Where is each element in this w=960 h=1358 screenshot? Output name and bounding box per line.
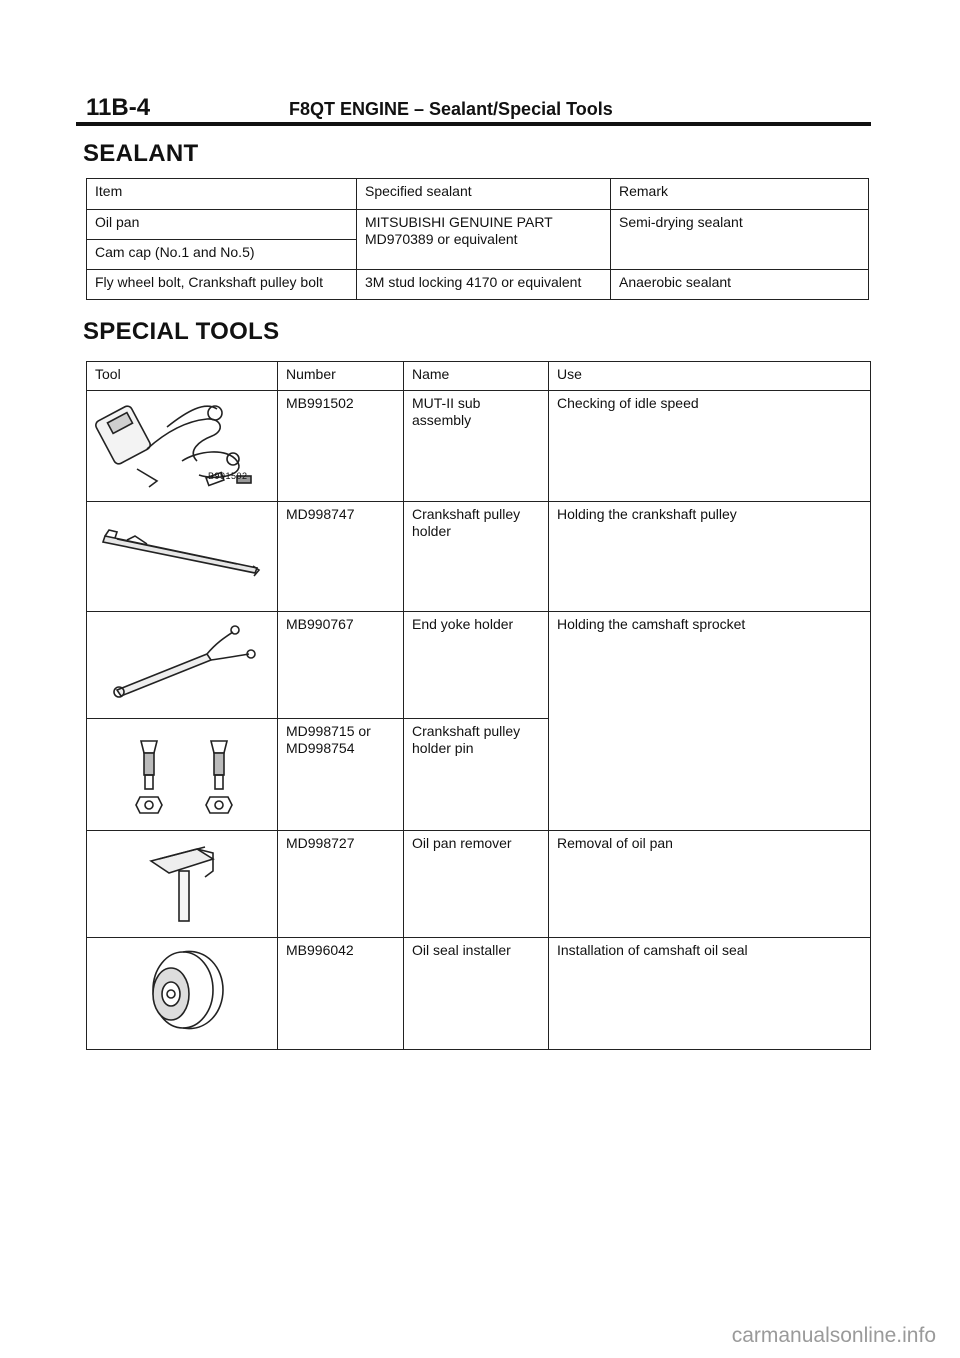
sealant-remark: Semi-drying sealant — [611, 210, 869, 270]
sealant-table — [86, 178, 869, 300]
page-header — [76, 94, 871, 126]
tool-number: MD998715 or MD998754 — [278, 719, 404, 831]
tool-image-cell — [87, 391, 278, 502]
table-row — [87, 270, 869, 300]
tool-use: Checking of idle speed — [549, 391, 871, 502]
tool-name: Oil pan remover — [404, 831, 549, 938]
sealant-section-title: SEALANT — [83, 140, 199, 167]
tool-name: Oil seal installer — [404, 938, 549, 1050]
column-header: Item — [87, 179, 357, 210]
tool-image-cell — [87, 502, 278, 612]
table-row — [87, 831, 871, 938]
table-header-row — [87, 362, 871, 391]
tool-number: MB990767 — [278, 612, 404, 719]
table-row — [87, 938, 871, 1050]
tool-number: MB996042 — [278, 938, 404, 1050]
table-row — [87, 502, 871, 612]
page-title: F8QT ENGINE – Sealant/Special Tools — [289, 99, 613, 119]
tool-image-cell — [87, 612, 278, 719]
specified-sealant: 3M stud locking 4170 or equivalent — [357, 270, 611, 300]
tool-image-cell — [87, 831, 278, 938]
column-header: Use — [549, 362, 871, 391]
tool-name: Crankshaft pulley holder — [404, 502, 549, 612]
tool-name: End yoke holder — [404, 612, 549, 719]
mut-ii-tester-icon — [87, 391, 277, 501]
column-header: Remark — [611, 179, 869, 210]
tool-number: MB991502 — [278, 391, 404, 502]
tool-use: Removal of oil pan — [549, 831, 871, 938]
pulley-holder-icon — [87, 502, 277, 611]
sealant-remark: Anaerobic sealant — [611, 270, 869, 300]
tool-image-code: B991502 — [208, 471, 248, 481]
tool-use: Holding the crankshaft pulley — [549, 502, 871, 612]
column-header: Specified sealant — [357, 179, 611, 210]
sealant-item: Fly wheel bolt, Crankshaft pulley bolt — [87, 270, 357, 300]
tool-name: MUT-II sub assembly — [404, 391, 549, 502]
tool-number: MD998747 — [278, 502, 404, 612]
page-number: 11B-4 — [86, 94, 151, 121]
watermark: carmanualsonline.info — [731, 1324, 936, 1347]
oil-seal-installer-icon — [87, 938, 277, 1049]
special-tools-section-title: SPECIAL TOOLS — [83, 318, 280, 345]
special-tools-table — [86, 361, 871, 1050]
table-row — [87, 210, 869, 240]
specified-sealant: MITSUBISHI GENUINE PART MD970389 or equivalent — [357, 210, 611, 270]
holder-pin-icon — [87, 719, 277, 830]
tool-use: Holding the camshaft sprocket — [549, 612, 871, 831]
column-header: Name — [404, 362, 549, 391]
end-yoke-holder-icon — [87, 612, 277, 718]
oil-pan-remover-icon — [87, 831, 277, 937]
tool-image-cell — [87, 938, 278, 1050]
column-header: Tool — [87, 362, 278, 391]
column-header: Number — [278, 362, 404, 391]
tool-number: MD998727 — [278, 831, 404, 938]
sealant-item: Oil pan — [87, 210, 357, 240]
table-row — [87, 612, 871, 719]
tool-use: Installation of camshaft oil seal — [549, 938, 871, 1050]
sealant-item: Cam cap (No.1 and No.5) — [87, 240, 357, 270]
table-header-row — [87, 179, 869, 210]
tool-image-cell — [87, 719, 278, 831]
table-row — [87, 391, 871, 502]
tool-name: Crankshaft pulley holder pin — [404, 719, 549, 831]
